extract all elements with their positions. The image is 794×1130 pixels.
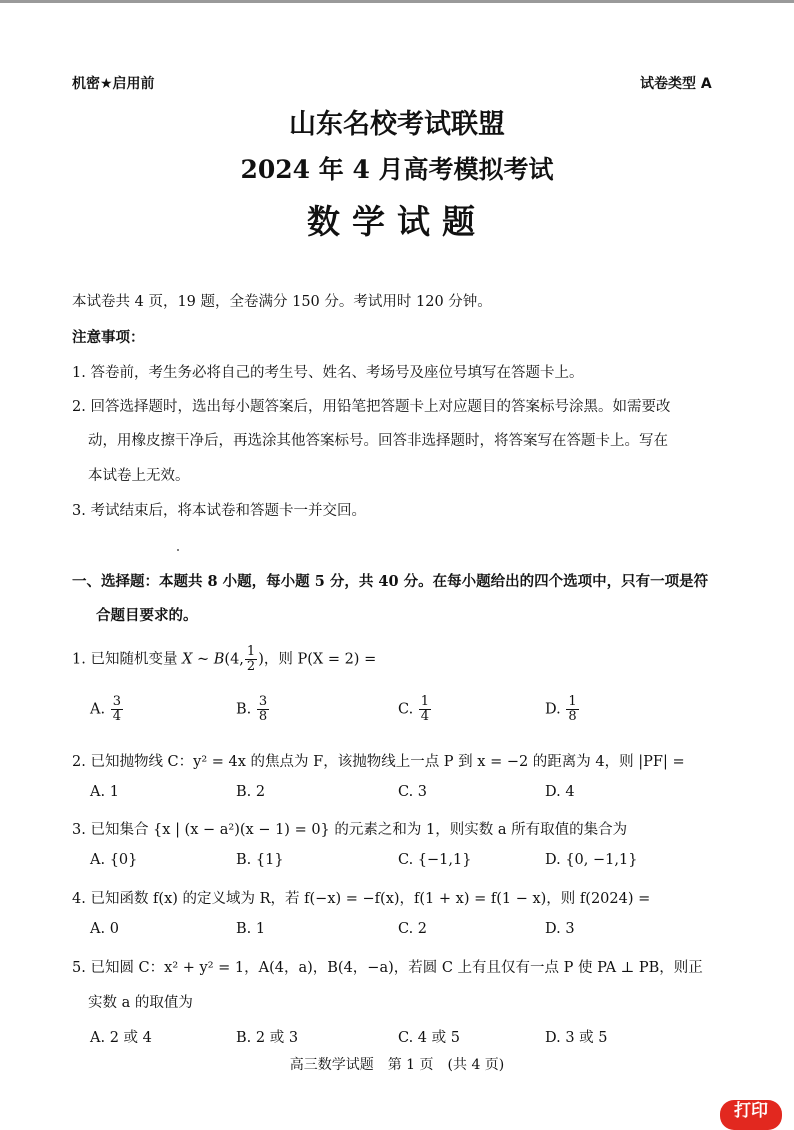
q4-option-d: D. 3 [545, 921, 575, 937]
q1-option-d [545, 695, 580, 724]
q5-option-c: C. 4 或 5 [398, 1030, 460, 1046]
q3-option-a: A. {0} [90, 852, 138, 868]
option-label: B. [236, 701, 252, 718]
q1-option-a [90, 695, 124, 724]
print-button[interactable] [720, 1100, 782, 1130]
option-fraction [111, 695, 123, 724]
confidential-label: 机密★启用前 [72, 76, 155, 92]
q3-option-b: B. {1} [236, 852, 284, 868]
frac-den: 4 [420, 709, 430, 724]
q1-frac-den: 2 [246, 659, 256, 674]
question-5: 5. 已知圆 C：x² + y² = 1，A(4，a)，B(4，−a)，若圆 C 上有且仅有一点 P 使 PA ⊥ PB，则正 [72, 960, 703, 976]
option-label: D. [545, 701, 561, 718]
q5-option-a: A. 2 或 4 [90, 1030, 152, 1046]
note-item-2: 2. 回答选择题时，选出每小题答案后，用铅笔把答题卡上对应题目的答案标号涂黑。如需要改 [72, 399, 671, 415]
q1-fraction [245, 645, 257, 674]
notes-heading: 注意事项： [72, 329, 145, 346]
question-5-cont: 实数 a 的取值为 [88, 995, 193, 1011]
q2-option-c: C. 3 [398, 784, 428, 800]
section-heading: 一、选择题：本题共 8 小题，每小题 5 分，共 40 分。在每小题给出的四个选项中，只有一项是符 [72, 573, 709, 590]
note-item-1: 1. 答卷前，考生务必将自己的考生号、姓名、考场号及座位号填写在答题卡上。 [72, 365, 584, 381]
q4-option-b: B. 1 [236, 921, 266, 937]
q1-stem-var: X ~ B [182, 651, 225, 668]
q1-option-c [398, 695, 432, 724]
option-label: C. [398, 701, 414, 718]
question-1 [72, 645, 376, 674]
intro-text: 本试卷共 4 页，19 题，全卷满分 150 分。考试用时 120 分钟。 [72, 294, 492, 310]
print-label: 打印 [734, 1101, 768, 1121]
q4-option-c: C. 2 [398, 921, 428, 937]
paper-type-label: 试卷类型 A [640, 76, 712, 92]
speck-mark [177, 549, 179, 551]
option-label: A. [90, 701, 106, 718]
q1-stem-after: )，则 P(X = 2) = [258, 651, 377, 668]
q3-option-d: D. {0, −1,1} [545, 852, 638, 868]
top-border [0, 0, 794, 3]
exam-date-title: 2024 年 4 月高考模拟考试 [240, 155, 554, 184]
q4-option-a: A. 0 [90, 921, 119, 937]
frac-den: 8 [258, 709, 268, 724]
q1-frac-num: 1 [246, 644, 256, 659]
note-item-2-cont: 动，用橡皮擦干净后，再选涂其他答案标号。回答非选择题时，将答案写在答题卡上。写在 [88, 433, 668, 449]
q5-option-b: B. 2 或 3 [236, 1030, 299, 1046]
note-item-3: 3. 考试结束后，将本试卷和答题卡一并交回。 [72, 503, 366, 519]
q3-option-c: C. {−1,1} [398, 852, 472, 868]
frac-den: 4 [112, 709, 121, 724]
q2-option-a: A. 1 [90, 784, 119, 800]
question-3: 3. 已知集合 {x | (x − a²)(x − 1) = 0} 的元素之和为 1，则实数 a 所有取值的集合为 [72, 822, 628, 838]
q1-option-b [236, 695, 270, 724]
option-fraction [419, 695, 431, 724]
option-fraction [566, 695, 578, 724]
frac-den: 8 [568, 709, 577, 724]
frac-num: 3 [258, 694, 268, 709]
exam-league-title: 山东名校考试联盟 [289, 109, 505, 140]
q1-stem-before: 1. 已知随机变量 [72, 651, 183, 668]
question-4: 4. 已知函数 f(x) 的定义域为 R，若 f(−x) = −f(x)，f(1 + x) = f(1 − x)，则 f(2024) = [72, 891, 651, 907]
page-footer: 高三数学试题 第 1 页 (共 4 页) [289, 1057, 505, 1073]
frac-num: 1 [568, 694, 577, 709]
option-fraction [257, 695, 269, 724]
frac-num: 3 [112, 694, 121, 709]
q5-option-d: D. 3 或 5 [545, 1030, 608, 1046]
frac-num: 1 [420, 694, 430, 709]
subject-title: 数学试题 [307, 202, 487, 241]
q2-option-d: D. 4 [545, 784, 575, 800]
question-2: 2. 已知抛物线 C：y² = 4x 的焦点为 F，该抛物线上一点 P 到 x = −2 的距离为 4，则 |PF| = [72, 754, 685, 770]
q2-option-b: B. 2 [236, 784, 266, 800]
q1-stem-open: (4, [224, 651, 244, 668]
note-item-2-end: 本试卷上无效。 [88, 468, 190, 484]
section-heading-cont: 合题目要求的。 [96, 607, 198, 624]
